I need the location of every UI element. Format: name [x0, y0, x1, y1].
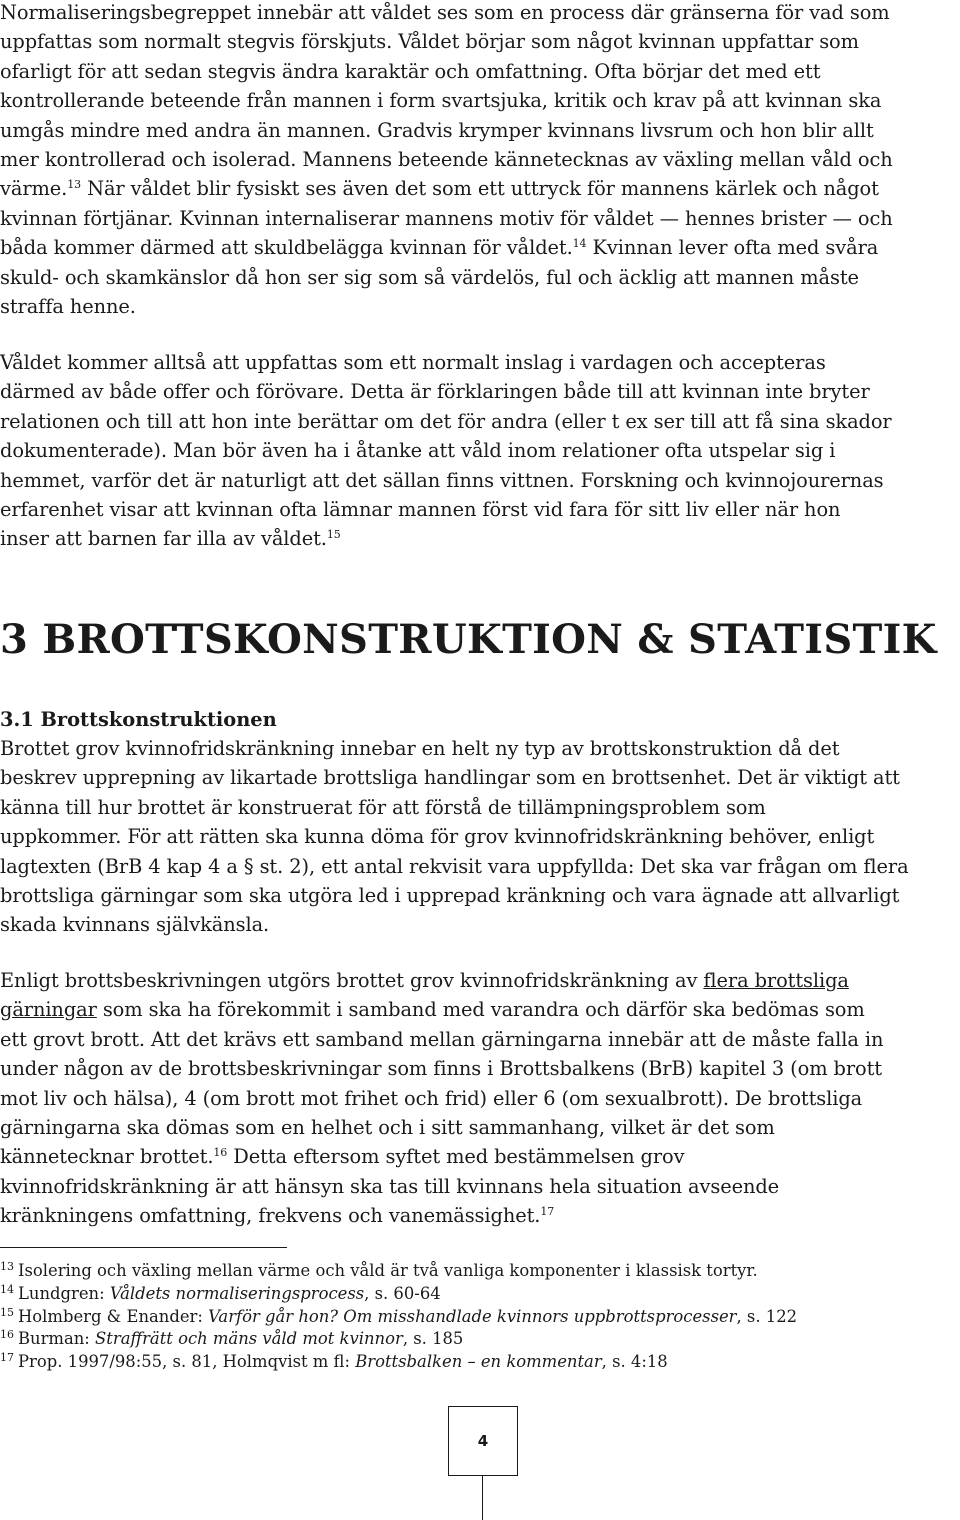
text-line: kvinnofridskränkning är att hänsyn ska tas till kvinnans hela situation avseende — [0, 1174, 780, 1198]
footnote-item — [0, 1260, 960, 1283]
text-line: därmed av både offer och förövare. Detta är förklaringen både till att kvinnan inte bryter — [0, 380, 870, 404]
text-line — [0, 233, 960, 262]
footnote-title: Varför går hon? Om misshandlade kvinnors uppbrottsprocesser — [208, 1306, 737, 1326]
text-line — [0, 1142, 960, 1171]
footnote-number: 15 — [0, 1305, 14, 1319]
text-line — [0, 966, 960, 995]
text-line: hemmet, varför det är naturligt att det sällan finns vittnen. Forskning och kvinnojourernas — [0, 468, 884, 492]
footnote-ref[interactable]: 17 — [540, 1205, 555, 1219]
text-run: När våldet blir fysiskt ses även det som ett uttryck för mannens kärlek och något — [81, 177, 879, 201]
text-run: Detta eftersom syftet med bestämmelsen grov — [227, 1145, 685, 1169]
body-paragraph-brottsbeskrivning — [0, 966, 960, 1231]
text-run: värme. — [0, 177, 68, 201]
text-line: Brottet grov kvinnofridskränkning innebar en helt ny typ av brottskonstruktion då det — [0, 737, 840, 760]
subsection-heading: 3.1 Brottskonstruktionen — [0, 708, 277, 731]
text-line — [0, 995, 960, 1024]
footnote-text: Holmberg & Enander: — [18, 1306, 209, 1326]
body-paragraph-brottskonstruktion — [0, 734, 960, 940]
text-line: lagtexten (BrB 4 kap 4 a § st. 2), ett antal rekvisit vara uppfyllda: Det ska var frågan om flera — [0, 854, 909, 878]
underlined-text: flera brottsliga — [703, 969, 849, 992]
footnote-item — [0, 1328, 960, 1351]
footnote-text: , s. 122 — [736, 1306, 798, 1326]
text-line: ofarligt för att sedan stegvis ändra karaktär och omfattning. Ofta börjar det med ett — [0, 59, 821, 83]
text-line: känna till hur brottet är konstruerat för att förstå de tillämpningsproblem som — [0, 795, 766, 819]
text-line: uppkommer. För att rätten ska kunna döma för grov kvinnofridskränkning behöver, enligt — [0, 825, 875, 849]
text-run: Enligt brottsbeskrivningen utgörs brottet grov kvinnofridskränkning av — [0, 969, 704, 992]
footnote-number: 17 — [0, 1351, 14, 1365]
text-line: skada kvinnans självkänsla. — [0, 913, 270, 937]
footnote-text: , s. 60-64 — [364, 1283, 441, 1303]
text-line: straffa henne. — [0, 294, 136, 318]
text-line: beskrev upprepning av likartade brottsliga handlingar som en brottsenhet. Det är viktigt att — [0, 766, 900, 790]
footnote-text: Lundgren: — [18, 1283, 110, 1303]
footnote-ref[interactable]: 15 — [326, 528, 341, 542]
page-number-stem — [482, 1476, 483, 1520]
text-line: uppfattas som normalt stegvis förskjuts. Våldet börjar som något kvinnan uppfattar som — [0, 30, 859, 54]
text-run: kränkningens omfattning, frekvens och vanemässighet. — [0, 1204, 541, 1228]
body-paragraph-vardag — [0, 348, 960, 554]
text-run: inser att barnen far illa av våldet. — [0, 527, 327, 551]
text-line: dokumenterade). Man bör även ha i åtanke att våld inom relationer ofta utspelar sig i — [0, 439, 836, 463]
footnote-text: , s. 185 — [402, 1329, 464, 1349]
text-line: kvinnan förtjänar. Kvinnan internaliserar mannens motiv för våldet — hennes brister — och — [0, 206, 893, 230]
text-line: Våldet kommer alltså att uppfattas som ett normalt inslag i vardagen och accepteras — [0, 351, 826, 374]
page-number: 4 — [448, 1406, 518, 1476]
text-line: ett grovt brott. Att det krävs ett samband mellan gärningarna innebär att de måste falla in — [0, 1027, 884, 1051]
text-line: Normaliseringsbegreppet innebär att våldet ses som en process där gränserna för vad som — [0, 1, 890, 24]
footnote-ref[interactable]: 13 — [67, 178, 82, 192]
footnote-ref[interactable]: 14 — [572, 237, 587, 251]
footnote-title: Straffrätt och mäns våld mot kvinnor — [95, 1329, 403, 1349]
text-run: som ska ha förekommit i samband med varandra och därför ska bedömas som — [96, 998, 865, 1022]
text-run: kännetecknar brottet. — [0, 1145, 214, 1169]
footnote-text: Prop. 1997/98:55, s. 81, Holmqvist m fl: — [18, 1352, 356, 1372]
text-line — [0, 524, 960, 553]
footnote-number: 14 — [0, 1282, 14, 1296]
text-line — [0, 1201, 960, 1230]
footnote-text: Burman: — [18, 1329, 96, 1349]
footnotes — [0, 1260, 960, 1374]
text-line: mer kontrollerad och isolerad. Mannens beteende kännetecknas av växling mellan våld och — [0, 147, 893, 171]
section-heading: 3 BROTTSKONSTRUKTION & STATISTIK — [0, 616, 937, 663]
text-line: umgås mindre med andra än mannen. Gradvis krymper kvinnans livsrum och hon blir allt — [0, 118, 874, 142]
text-line: relationen och till att hon inte berättar om det för andra (eller t ex ser till att få sina skador — [0, 409, 892, 433]
footnote-title: Våldets normaliseringsprocess — [109, 1283, 365, 1303]
footnote-item — [0, 1306, 960, 1329]
footnote-ref[interactable]: 16 — [213, 1146, 228, 1160]
footnote-divider — [0, 1247, 287, 1248]
text-run: Kvinnan lever ofta med svåra — [586, 236, 879, 260]
footnote-item — [0, 1351, 960, 1374]
text-line: gärningarna ska dömas som en helhet och i sitt sammanhang, vilket är det som — [0, 1115, 775, 1139]
text-line: kontrollerande beteende från mannen i form svartsjuka, kritik och krav på att kvinnan ska — [0, 89, 882, 113]
text-line — [0, 174, 960, 203]
text-line: erfarenhet visar att kvinnan ofta lämnar mannen först vid fara för sitt liv eller när hon — [0, 497, 841, 521]
footnote-title: Brottsbalken – en kommentar — [355, 1352, 602, 1372]
underlined-text: gärningar — [0, 998, 97, 1022]
footnote-number: 16 — [0, 1328, 14, 1342]
body-paragraph-normalisering — [0, 0, 960, 321]
footnote-item — [0, 1283, 960, 1306]
text-line: skuld- och skamkänslor då hon ser sig som så värdelös, ful och äcklig att mannen måste — [0, 265, 859, 289]
footnote-text: , s. 4:18 — [601, 1352, 668, 1372]
text-line: under någon av de brottsbeskrivningar som finns i Brottsbalkens (BrB) kapitel 3 (om brott — [0, 1057, 883, 1081]
footnote-text: Isolering och växling mellan värme och våld är två vanliga komponenter i klassisk tortyr. — [18, 1261, 758, 1280]
text-run: båda kommer därmed att skuldbelägga kvinnan för våldet. — [0, 236, 573, 260]
text-line: brottsliga gärningar som ska utgöra led i upprepad kränkning och vara ägnade att allvarligt — [0, 883, 900, 907]
footnote-number: 13 — [0, 1260, 14, 1273]
text-line: mot liv och hälsa), 4 (om brott mot frihet och frid) eller 6 (om sexualbrott). De brottsliga — [0, 1086, 863, 1110]
